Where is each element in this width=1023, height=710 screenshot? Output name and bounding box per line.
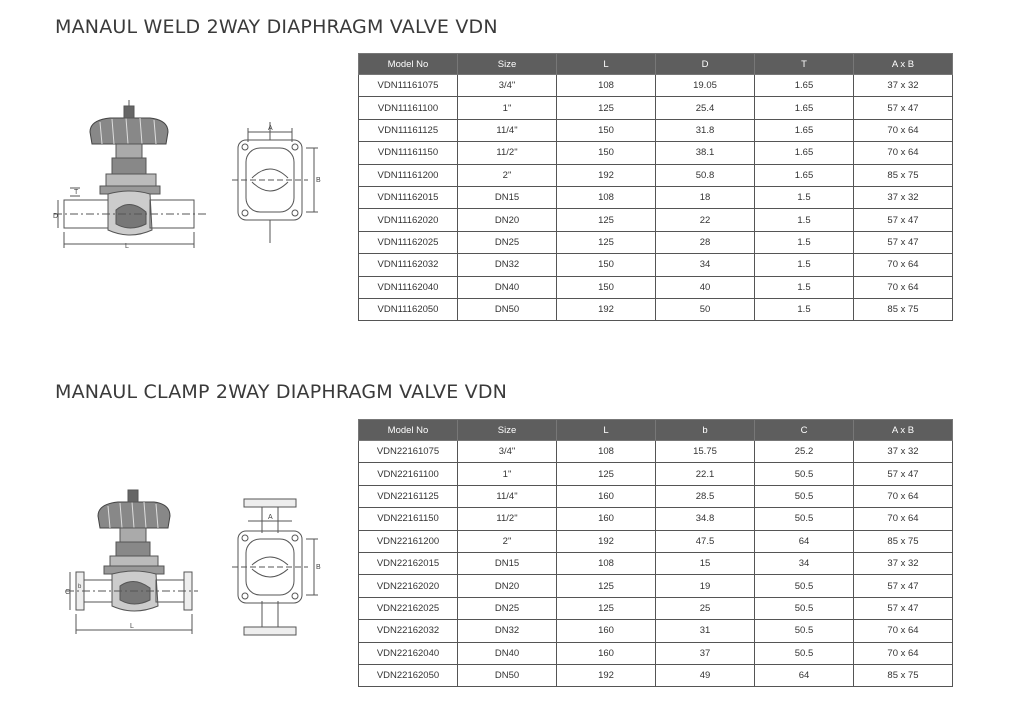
table-cell: 125 xyxy=(557,97,656,119)
table-cell: 1.65 xyxy=(755,119,854,141)
table-cell: 150 xyxy=(557,119,656,141)
table-row xyxy=(359,664,953,686)
table-row xyxy=(359,276,953,298)
table-cell: 125 xyxy=(557,209,656,231)
table-row xyxy=(359,642,953,664)
table-cell: 1.65 xyxy=(755,97,854,119)
table-cell: VDN11161200 xyxy=(359,164,458,186)
table-cell: 34 xyxy=(656,254,755,276)
table-cell: VDN11162025 xyxy=(359,231,458,253)
table-cell: 50.8 xyxy=(656,164,755,186)
table-cell: DN50 xyxy=(458,664,557,686)
table-cell: VDN22161200 xyxy=(359,530,458,552)
table-row xyxy=(359,441,953,463)
table-cell: 37 x 32 xyxy=(854,441,953,463)
weld-valve-side-view xyxy=(50,100,210,250)
column-header: T xyxy=(755,54,854,75)
table-cell: 150 xyxy=(557,254,656,276)
table-cell: 1" xyxy=(458,463,557,485)
table-cell: VDN11162040 xyxy=(359,276,458,298)
table-cell: VDN11161100 xyxy=(359,97,458,119)
table-cell: 31 xyxy=(656,620,755,642)
column-header: Size xyxy=(458,420,557,441)
table-cell: 85 x 75 xyxy=(854,164,953,186)
table-cell: 50.5 xyxy=(755,642,854,664)
column-header: A x B xyxy=(854,54,953,75)
table-cell: 57 x 47 xyxy=(854,209,953,231)
table-cell: 25.2 xyxy=(755,441,854,463)
table-row xyxy=(359,231,953,253)
table-cell: 57 x 47 xyxy=(854,463,953,485)
table-cell: 1.5 xyxy=(755,209,854,231)
table-cell: 25.4 xyxy=(656,97,755,119)
table-row xyxy=(359,119,953,141)
table-cell: 108 xyxy=(557,552,656,574)
table-cell: 38.1 xyxy=(656,142,755,164)
table-row xyxy=(359,508,953,530)
table-cell: 70 x 64 xyxy=(854,485,953,507)
weld-valve-top-view xyxy=(228,120,328,245)
table-cell: 125 xyxy=(557,597,656,619)
table-cell: DN32 xyxy=(458,620,557,642)
table-row xyxy=(359,75,953,97)
table-cell: 125 xyxy=(557,231,656,253)
column-header: Size xyxy=(458,54,557,75)
table-row xyxy=(359,209,953,231)
table-cell: 192 xyxy=(557,530,656,552)
dim-label-t: T xyxy=(74,189,79,196)
table-cell: 192 xyxy=(557,298,656,320)
table-cell: 25 xyxy=(656,597,755,619)
table-cell: 34.8 xyxy=(656,508,755,530)
clamp-valve-spec-table xyxy=(358,419,953,687)
table-cell: 1.5 xyxy=(755,298,854,320)
table-row xyxy=(359,254,953,276)
table-cell: 1.5 xyxy=(755,231,854,253)
dim-label-c: C xyxy=(65,589,71,596)
table-cell: 50 xyxy=(656,298,755,320)
table-cell: DN25 xyxy=(458,231,557,253)
table-header-row xyxy=(359,54,953,75)
table-cell: 37 xyxy=(656,642,755,664)
table-cell: DN20 xyxy=(458,209,557,231)
table-cell: DN40 xyxy=(458,276,557,298)
table-cell: 34 xyxy=(755,552,854,574)
clamp-valve-title: MANAUL CLAMP 2WAY DIAPHRAGM VALVE VDN xyxy=(55,381,508,403)
table-cell: 1.65 xyxy=(755,75,854,97)
column-header: D xyxy=(656,54,755,75)
table-cell: 37 x 32 xyxy=(854,186,953,208)
table-cell: 50.5 xyxy=(755,463,854,485)
weld-valve-title: MANAUL WELD 2WAY DIAPHRAGM VALVE VDN xyxy=(55,16,498,38)
table-cell: 2" xyxy=(458,530,557,552)
table-cell: 19 xyxy=(656,575,755,597)
dim-label-b-small: b xyxy=(78,584,82,590)
column-header: Model No xyxy=(359,54,458,75)
table-row xyxy=(359,620,953,642)
table-cell: 3/4" xyxy=(458,75,557,97)
table-cell: 1.65 xyxy=(755,164,854,186)
table-row xyxy=(359,485,953,507)
table-cell: 57 x 47 xyxy=(854,597,953,619)
weld-valve-spec-table xyxy=(358,53,953,321)
table-cell: 160 xyxy=(557,620,656,642)
table-cell: 150 xyxy=(557,142,656,164)
table-cell: 70 x 64 xyxy=(854,254,953,276)
table-cell: 57 x 47 xyxy=(854,231,953,253)
table-cell: 11/4" xyxy=(458,119,557,141)
table-cell: 192 xyxy=(557,164,656,186)
table-cell: 28.5 xyxy=(656,485,755,507)
table-cell: 50.5 xyxy=(755,508,854,530)
table-row xyxy=(359,552,953,574)
table-cell: 37 x 32 xyxy=(854,552,953,574)
table-cell: VDN11162015 xyxy=(359,186,458,208)
table-cell: VDN11162032 xyxy=(359,254,458,276)
weld-valve-table-body xyxy=(359,75,953,321)
table-cell: 31.8 xyxy=(656,119,755,141)
table-header-row xyxy=(359,420,953,441)
table-cell: VDN11161075 xyxy=(359,75,458,97)
table-cell: 1" xyxy=(458,97,557,119)
table-cell: 57 x 47 xyxy=(854,575,953,597)
dim-label-a: A xyxy=(268,514,273,521)
column-header: A x B xyxy=(854,420,953,441)
table-cell: VDN22162040 xyxy=(359,642,458,664)
table-row xyxy=(359,186,953,208)
table-cell: VDN22162025 xyxy=(359,597,458,619)
table-row xyxy=(359,298,953,320)
table-row xyxy=(359,597,953,619)
table-cell: 11/4" xyxy=(458,485,557,507)
table-cell: 160 xyxy=(557,485,656,507)
table-cell: 1.5 xyxy=(755,254,854,276)
table-cell: DN25 xyxy=(458,597,557,619)
table-cell: 108 xyxy=(557,186,656,208)
table-cell: 1.5 xyxy=(755,276,854,298)
table-cell: VDN22162020 xyxy=(359,575,458,597)
dim-label-b: B xyxy=(316,177,321,184)
table-cell: 64 xyxy=(755,530,854,552)
table-cell: 160 xyxy=(557,508,656,530)
table-cell: 70 x 64 xyxy=(854,642,953,664)
table-cell: 15 xyxy=(656,552,755,574)
dim-label-a: A xyxy=(268,125,273,132)
table-cell: 1.65 xyxy=(755,142,854,164)
table-cell: 108 xyxy=(557,75,656,97)
dim-label-l: L xyxy=(125,243,129,250)
table-cell: 50.5 xyxy=(755,620,854,642)
table-cell: 15.75 xyxy=(656,441,755,463)
table-cell: VDN11161125 xyxy=(359,119,458,141)
table-cell: 85 x 75 xyxy=(854,664,953,686)
table-cell: 22 xyxy=(656,209,755,231)
clamp-valve-side-view xyxy=(62,488,202,638)
table-cell: 70 x 64 xyxy=(854,508,953,530)
clamp-valve-table-body xyxy=(359,441,953,687)
table-cell: VDN22161125 xyxy=(359,485,458,507)
table-row xyxy=(359,97,953,119)
table-cell: DN15 xyxy=(458,186,557,208)
table-cell: 47.5 xyxy=(656,530,755,552)
column-header: L xyxy=(557,420,656,441)
table-cell: VDN22162032 xyxy=(359,620,458,642)
table-cell: 64 xyxy=(755,664,854,686)
column-header: L xyxy=(557,54,656,75)
table-cell: 57 x 47 xyxy=(854,97,953,119)
table-cell: 150 xyxy=(557,276,656,298)
table-cell: VDN22161150 xyxy=(359,508,458,530)
table-row xyxy=(359,530,953,552)
table-cell: 70 x 64 xyxy=(854,620,953,642)
table-cell: DN40 xyxy=(458,642,557,664)
column-header: Model No xyxy=(359,420,458,441)
dim-label-d: D xyxy=(53,213,59,220)
dim-label-b: B xyxy=(316,564,321,571)
table-cell: 70 x 64 xyxy=(854,276,953,298)
table-cell: VDN22161100 xyxy=(359,463,458,485)
table-cell: 108 xyxy=(557,441,656,463)
table-cell: VDN22162050 xyxy=(359,664,458,686)
table-row xyxy=(359,164,953,186)
table-cell: 1.5 xyxy=(755,186,854,208)
table-cell: 50.5 xyxy=(755,597,854,619)
table-cell: VDN11161150 xyxy=(359,142,458,164)
column-header: b xyxy=(656,420,755,441)
table-cell: 125 xyxy=(557,463,656,485)
table-cell: 70 x 64 xyxy=(854,142,953,164)
table-cell: 11/2" xyxy=(458,508,557,530)
table-cell: VDN11162050 xyxy=(359,298,458,320)
table-cell: VDN11162020 xyxy=(359,209,458,231)
table-cell: DN32 xyxy=(458,254,557,276)
table-cell: 22.1 xyxy=(656,463,755,485)
table-cell: 28 xyxy=(656,231,755,253)
table-cell: 85 x 75 xyxy=(854,530,953,552)
table-cell: 3/4" xyxy=(458,441,557,463)
table-cell: 18 xyxy=(656,186,755,208)
table-cell: 19.05 xyxy=(656,75,755,97)
table-cell: 125 xyxy=(557,575,656,597)
table-cell: 2" xyxy=(458,164,557,186)
table-cell: 70 x 64 xyxy=(854,119,953,141)
table-cell: 11/2" xyxy=(458,142,557,164)
table-cell: VDN22162015 xyxy=(359,552,458,574)
table-cell: DN50 xyxy=(458,298,557,320)
table-cell: DN20 xyxy=(458,575,557,597)
table-row xyxy=(359,142,953,164)
clamp-valve-top-view xyxy=(228,497,328,637)
table-cell: 50.5 xyxy=(755,575,854,597)
table-cell: VDN22161075 xyxy=(359,441,458,463)
table-cell: 40 xyxy=(656,276,755,298)
dim-label-l: L xyxy=(130,623,134,630)
table-cell: 49 xyxy=(656,664,755,686)
table-cell: DN15 xyxy=(458,552,557,574)
table-cell: 50.5 xyxy=(755,485,854,507)
table-row xyxy=(359,463,953,485)
table-row xyxy=(359,575,953,597)
table-cell: 192 xyxy=(557,664,656,686)
table-cell: 85 x 75 xyxy=(854,298,953,320)
table-cell: 37 x 32 xyxy=(854,75,953,97)
column-header: C xyxy=(755,420,854,441)
table-cell: 160 xyxy=(557,642,656,664)
